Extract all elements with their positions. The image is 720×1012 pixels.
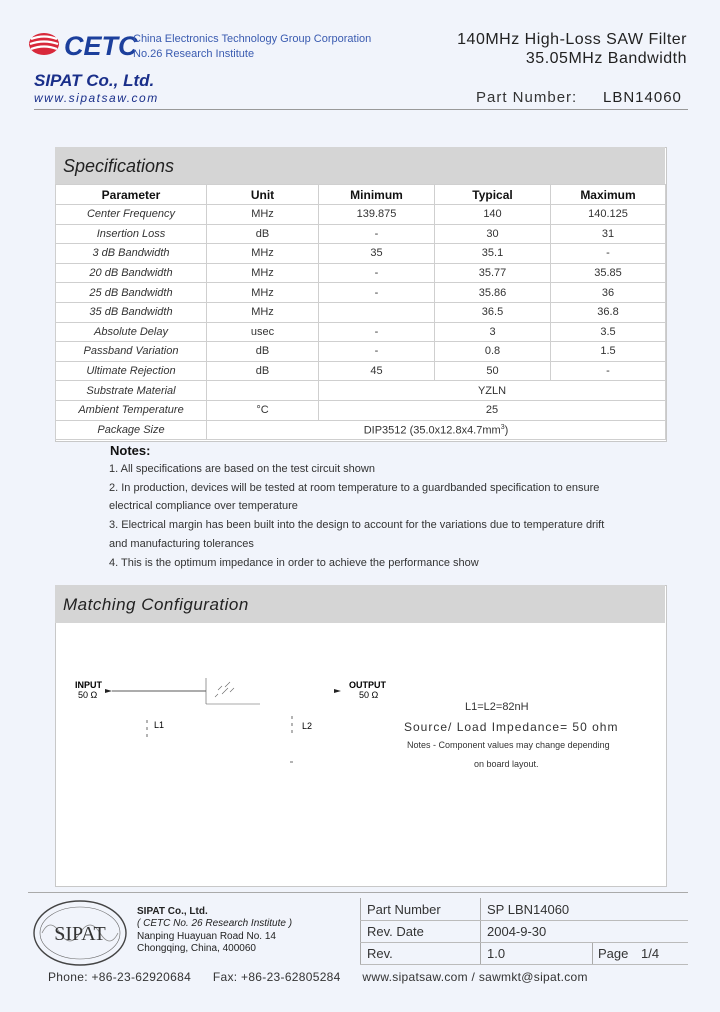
typ-cell: 0.8 bbox=[435, 342, 551, 362]
header-maximum: Maximum bbox=[551, 185, 666, 205]
product-title: 140MHz High-Loss SAW Filter bbox=[457, 31, 687, 48]
footer-grid-line bbox=[360, 898, 361, 964]
website-link[interactable]: www.sipatsaw.com bbox=[34, 91, 159, 105]
header-minimum: Minimum bbox=[319, 185, 435, 205]
footer-rev-label: Rev. bbox=[367, 946, 393, 961]
unit-cell: dB bbox=[207, 224, 319, 244]
min-cell: - bbox=[319, 342, 435, 362]
footer-rev-date-value: 2004-9-30 bbox=[487, 924, 547, 939]
header-divider bbox=[34, 109, 688, 110]
typ-cell: 35.77 bbox=[435, 263, 551, 283]
footer-part-number-value: SP LBN14060 bbox=[487, 902, 570, 917]
footer-grid-line bbox=[592, 942, 593, 964]
max-cell: 31 bbox=[551, 224, 666, 244]
unit-cell: dB bbox=[207, 342, 319, 362]
typ-cell: 50 bbox=[435, 361, 551, 381]
max-cell: 36.8 bbox=[551, 302, 666, 322]
footer-grid-line bbox=[480, 898, 481, 964]
table-row bbox=[56, 302, 666, 322]
l2-label: L2 bbox=[302, 721, 313, 731]
max-cell: 3.5 bbox=[551, 322, 666, 342]
package-close: ) bbox=[504, 424, 509, 437]
max-cell: - bbox=[551, 244, 666, 264]
l1-label: L1 bbox=[154, 720, 165, 730]
input-impedance: 50 Ω bbox=[78, 690, 98, 700]
unit-cell: MHz bbox=[207, 302, 319, 322]
min-cell: - bbox=[319, 283, 435, 303]
cetc-logo-icon bbox=[27, 30, 61, 58]
impedance-text: Source/ Load Impedance= 50 ohm bbox=[404, 720, 619, 734]
typ-cell: 3 bbox=[435, 322, 551, 342]
footer-address-line2: Chongqing, China, 400060 bbox=[137, 943, 256, 954]
table-header-row bbox=[56, 185, 666, 205]
max-cell: 35.85 bbox=[551, 263, 666, 283]
table-row-ambient bbox=[56, 400, 666, 420]
company-name: SIPAT Co., Ltd. bbox=[34, 71, 155, 90]
output-arrow-icon bbox=[334, 689, 341, 693]
part-number-value: LBN14060 bbox=[603, 89, 682, 106]
param-cell: Absolute Delay bbox=[56, 322, 207, 342]
output-label: OUTPUT bbox=[349, 680, 386, 690]
param-cell: 3 dB Bandwidth bbox=[56, 244, 207, 264]
footer-grid-line bbox=[360, 942, 688, 943]
input-arrow-icon bbox=[105, 689, 112, 693]
header-unit: Unit bbox=[207, 185, 319, 205]
min-cell: - bbox=[319, 322, 435, 342]
footer-company: SIPAT Co., Ltd. bbox=[137, 906, 208, 917]
unit-cell: MHz bbox=[207, 283, 319, 303]
param-cell: 35 dB Bandwidth bbox=[56, 302, 207, 322]
seal-text: SIPAT bbox=[54, 923, 106, 945]
note-item: 4. This is the optimum impedance in order to achieve the performance show bbox=[109, 557, 479, 569]
note-item: electrical compliance over temperature bbox=[109, 500, 298, 512]
note-item: 1. All specifications are based on the test circuit shown bbox=[109, 463, 375, 475]
footer-address-line1: Nanping Huayuan Road No. 14 bbox=[137, 931, 276, 942]
footer-rev-value: 1.0 bbox=[487, 946, 506, 961]
param-cell: Passband Variation bbox=[56, 342, 207, 362]
component-note-line2: on board layout. bbox=[474, 759, 539, 769]
package-superscript: 3 bbox=[500, 423, 505, 431]
param-cell: 25 dB Bandwidth bbox=[56, 283, 207, 303]
header-parameter: Parameter bbox=[56, 185, 207, 205]
param-cell: Ambient Temperature bbox=[56, 400, 207, 420]
table-row bbox=[56, 244, 666, 264]
package-value bbox=[207, 420, 666, 440]
footer-institute: ( CETC No. 26 Research Institute ) bbox=[137, 918, 293, 929]
max-cell: 140.125 bbox=[551, 205, 666, 225]
unit-cell: dB bbox=[207, 361, 319, 381]
table-row bbox=[56, 205, 666, 225]
typ-cell: 36.5 bbox=[435, 302, 551, 322]
unit-cell: °C bbox=[207, 400, 319, 420]
unit-cell bbox=[207, 381, 319, 401]
output-impedance: 50 Ω bbox=[359, 690, 379, 700]
typ-cell: 30 bbox=[435, 224, 551, 244]
min-cell: - bbox=[319, 263, 435, 283]
brand-name: CETC bbox=[64, 31, 138, 61]
min-cell: 139.875 bbox=[319, 205, 435, 225]
min-cell bbox=[319, 302, 435, 322]
ambient-value: 25 bbox=[319, 400, 666, 420]
product-subtitle: 35.05MHz Bandwidth bbox=[525, 50, 687, 67]
note-item: and manufacturing tolerances bbox=[109, 538, 254, 550]
table-row bbox=[56, 263, 666, 283]
footer-part-number-label: Part Number bbox=[367, 902, 441, 917]
specifications-title: Specifications bbox=[63, 156, 175, 176]
matching-circuit-diagram bbox=[70, 670, 400, 780]
typ-cell: 35.86 bbox=[435, 283, 551, 303]
part-number-label: Part Number: bbox=[476, 89, 578, 106]
specifications-table bbox=[55, 184, 666, 440]
footer-page-label: Page bbox=[598, 946, 629, 961]
footer-page-value: 1/4 bbox=[641, 946, 660, 961]
table-row bbox=[56, 224, 666, 244]
table-row bbox=[56, 361, 666, 381]
param-cell: Ultimate Rejection bbox=[56, 361, 207, 381]
param-cell: Package Size bbox=[56, 420, 207, 440]
sipat-seal-logo bbox=[30, 897, 130, 969]
max-cell: 36 bbox=[551, 283, 666, 303]
unit-cell: MHz bbox=[207, 205, 319, 225]
note-item: 2. In production, devices will be tested at room temperature to a guardbanded specification to ensure bbox=[109, 482, 600, 494]
substrate-value: YZLN bbox=[319, 381, 666, 401]
unit-cell: MHz bbox=[207, 263, 319, 283]
param-cell: Center Frequency bbox=[56, 205, 207, 225]
table-row bbox=[56, 342, 666, 362]
typ-cell: 35.1 bbox=[435, 244, 551, 264]
param-cell: Substrate Material bbox=[56, 381, 207, 401]
min-cell: - bbox=[319, 224, 435, 244]
max-cell: - bbox=[551, 361, 666, 381]
table-row-substrate bbox=[56, 381, 666, 401]
table-row-package bbox=[56, 420, 666, 440]
inductor-values: L1=L2=82nH bbox=[465, 701, 529, 713]
matching-title: Matching Configuration bbox=[63, 595, 249, 614]
saw-filter-icon bbox=[215, 682, 234, 697]
max-cell: 1.5 bbox=[551, 342, 666, 362]
note-item: 3. Electrical margin has been built into the design to account for the variations due to temperature drift bbox=[109, 519, 605, 531]
typ-cell: 140 bbox=[435, 205, 551, 225]
header-typical: Typical bbox=[435, 185, 551, 205]
param-cell: 20 dB Bandwidth bbox=[56, 263, 207, 283]
unit-cell: MHz bbox=[207, 244, 319, 264]
footer-contact-line: Phone: +86-23-62920684 Fax: +86-23-62805284 www.sipatsaw.com / sawmkt@sipat.com bbox=[48, 970, 588, 984]
package-size-text: DIP3512 (35.0x12.8x4.7mm bbox=[363, 424, 501, 437]
component-note-line1: Notes - Component values may change depending bbox=[407, 740, 610, 750]
footer-rev-date-label: Rev. Date bbox=[367, 924, 424, 939]
org-name: China Electronics Technology Group Corporation bbox=[133, 33, 372, 45]
min-cell: 35 bbox=[319, 244, 435, 264]
footer-grid-line bbox=[360, 920, 688, 921]
footer-grid-line bbox=[360, 964, 688, 965]
param-cell: Insertion Loss bbox=[56, 224, 207, 244]
input-label: INPUT bbox=[75, 680, 102, 690]
table-row bbox=[56, 322, 666, 342]
institute-name: No.26 Research Institute bbox=[133, 48, 255, 60]
footer-divider bbox=[28, 892, 688, 893]
unit-cell: usec bbox=[207, 322, 319, 342]
min-cell: 45 bbox=[319, 361, 435, 381]
table-row bbox=[56, 283, 666, 303]
notes-title: Notes: bbox=[110, 443, 151, 458]
